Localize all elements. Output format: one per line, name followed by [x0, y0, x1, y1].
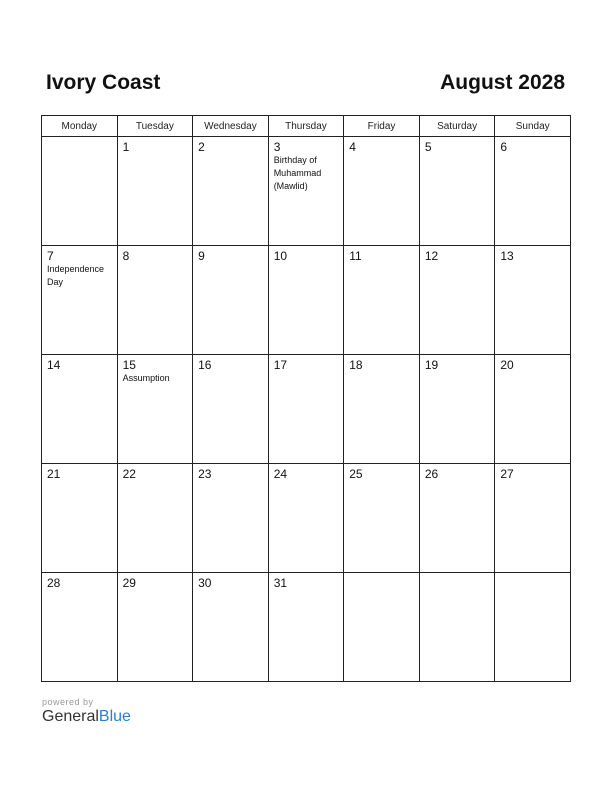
day-number: 20	[500, 358, 514, 372]
calendar-week-row	[42, 355, 571, 464]
day-number: 30	[198, 576, 212, 590]
calendar-day-cell	[495, 137, 571, 246]
day-number: 28	[47, 576, 61, 590]
calendar-month-title: August 2028	[440, 71, 565, 94]
calendar-country-title: Ivory Coast	[46, 71, 161, 94]
day-number: 27	[500, 467, 514, 481]
day-number: 8	[122, 249, 130, 263]
calendar-grid	[41, 115, 571, 682]
day-number: 23	[198, 467, 212, 481]
calendar-week-row	[42, 137, 571, 246]
weekday-header: Tuesday	[117, 116, 193, 137]
calendar-day-cell	[42, 464, 118, 573]
calendar-day-cell	[495, 246, 571, 355]
calendar-day-cell	[193, 573, 269, 682]
calendar-day-cell	[495, 355, 571, 464]
calendar-day-cell	[344, 573, 420, 682]
calendar-day-cell	[344, 137, 420, 246]
weekday-header: Monday	[42, 116, 118, 137]
calendar-day-cell	[419, 246, 495, 355]
weekday-header: Sunday	[495, 116, 571, 137]
day-number: 15	[122, 358, 136, 372]
calendar-day-cell	[268, 355, 344, 464]
brand-blue-text: Blue	[98, 708, 131, 725]
calendar-day-cell	[42, 573, 118, 682]
calendar-day-cell	[193, 246, 269, 355]
day-number: 29	[122, 576, 136, 590]
calendar-week-row	[42, 464, 571, 573]
day-number: 21	[47, 467, 61, 481]
calendar-day-cell	[268, 137, 344, 246]
calendar-day-cell	[495, 464, 571, 573]
day-number: 10	[273, 249, 288, 263]
calendar-day-cell	[268, 246, 344, 355]
calendar-day-cell	[42, 137, 118, 246]
calendar-day-cell	[193, 355, 269, 464]
calendar-day-cell	[495, 573, 571, 682]
day-number: 22	[122, 467, 136, 481]
day-number: 12	[424, 249, 439, 263]
calendar-day-cell	[117, 355, 193, 464]
day-number: 1	[122, 140, 130, 154]
day-number: 14	[47, 358, 61, 372]
day-number: 25	[349, 467, 363, 481]
calendar-day-cell	[193, 464, 269, 573]
day-number: 24	[273, 467, 288, 481]
footer	[42, 697, 131, 726]
calendar-day-cell	[117, 246, 193, 355]
day-number: 7	[47, 249, 54, 263]
holiday-label: Assumption	[122, 373, 170, 383]
powered-by-label: powered by	[42, 697, 94, 707]
day-number: 6	[500, 140, 508, 154]
day-number: 9	[198, 249, 205, 263]
calendar-day-cell	[268, 573, 344, 682]
weekday-header: Saturday	[419, 116, 495, 137]
calendar-day-cell	[344, 464, 420, 573]
calendar-day-cell	[42, 246, 118, 355]
calendar-day-cell	[344, 355, 420, 464]
calendar-week-row	[42, 246, 571, 355]
weekday-header: Friday	[344, 116, 420, 137]
calendar-day-cell	[419, 464, 495, 573]
calendar-day-cell	[117, 573, 193, 682]
calendar-day-cell	[268, 464, 344, 573]
day-number: 11	[349, 249, 362, 263]
calendar-day-cell	[419, 137, 495, 246]
day-number: 26	[424, 467, 439, 481]
calendar-day-cell	[42, 355, 118, 464]
generalblue-logo[interactable]	[42, 708, 131, 726]
day-number: 13	[500, 249, 514, 263]
calendar-day-cell	[117, 137, 193, 246]
calendar-day-cell	[117, 464, 193, 573]
holiday-label: Independence Day	[47, 264, 105, 287]
day-number: 3	[273, 140, 281, 154]
calendar-day-cell	[419, 573, 495, 682]
holiday-label: Birthday of Muhammad (Mawlid)	[273, 155, 322, 191]
calendar-day-cell	[193, 137, 269, 246]
calendar-day-cell	[419, 355, 495, 464]
day-number: 18	[349, 358, 363, 372]
day-number: 4	[349, 140, 356, 154]
day-number: 2	[198, 140, 205, 154]
brand-general-text: General	[42, 708, 99, 725]
day-number: 19	[424, 358, 439, 372]
day-number: 16	[198, 358, 212, 372]
calendar-day-cell	[344, 246, 420, 355]
day-number: 31	[273, 576, 288, 590]
weekday-header-row	[42, 116, 571, 137]
weekday-header: Wednesday	[193, 116, 269, 137]
day-number: 5	[424, 140, 432, 154]
weekday-header: Thursday	[268, 116, 344, 137]
day-number: 17	[273, 358, 288, 372]
calendar-week-row	[42, 573, 571, 682]
